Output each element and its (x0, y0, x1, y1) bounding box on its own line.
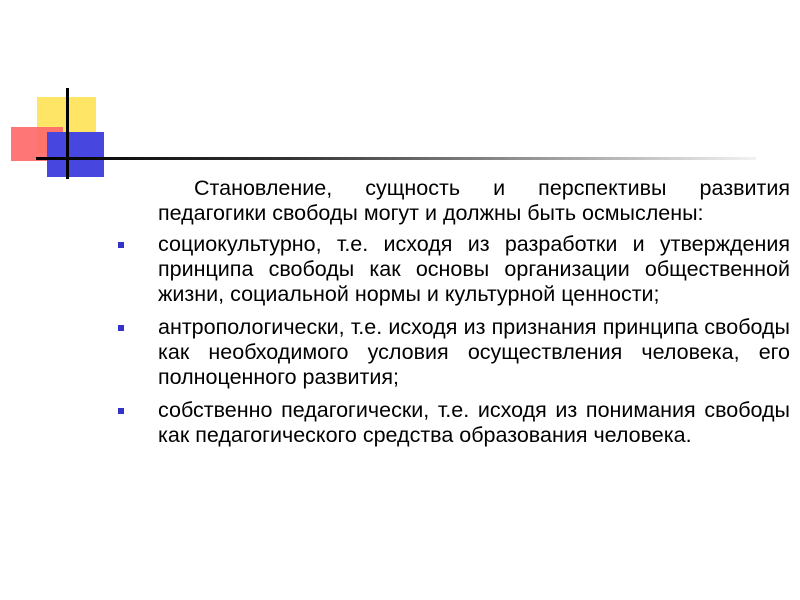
intro-paragraph: Становление, сущность и перспективы развития педагогики свободы могут и должны быть осмыслены: (158, 176, 790, 225)
decorative-horizontal-rule (36, 157, 756, 160)
list-item (118, 232, 790, 307)
square-bullet-icon (118, 408, 124, 414)
list-item-text: антропологически, т.е. исходя из признания принципа свободы как необходимого условия осуществления человека, его полноценного развития; (158, 315, 790, 389)
square-bullet-icon (118, 325, 124, 331)
slide-body (118, 176, 790, 456)
list-item (118, 398, 790, 448)
decorative-blue-square (47, 132, 104, 177)
bullet-list (118, 232, 790, 448)
list-item (118, 315, 790, 390)
list-item-text: собственно педагогически, т.е. исходя из понимания свободы как педагогического средства образования человека. (158, 398, 790, 447)
list-item-text: социокультурно, т.е. исходя из разработки и утверждения принципа свободы как основы организации общественной жизни, социальной нормы и культурной ценности; (158, 232, 790, 306)
decorative-vertical-line (66, 88, 69, 179)
square-bullet-icon (118, 242, 124, 248)
